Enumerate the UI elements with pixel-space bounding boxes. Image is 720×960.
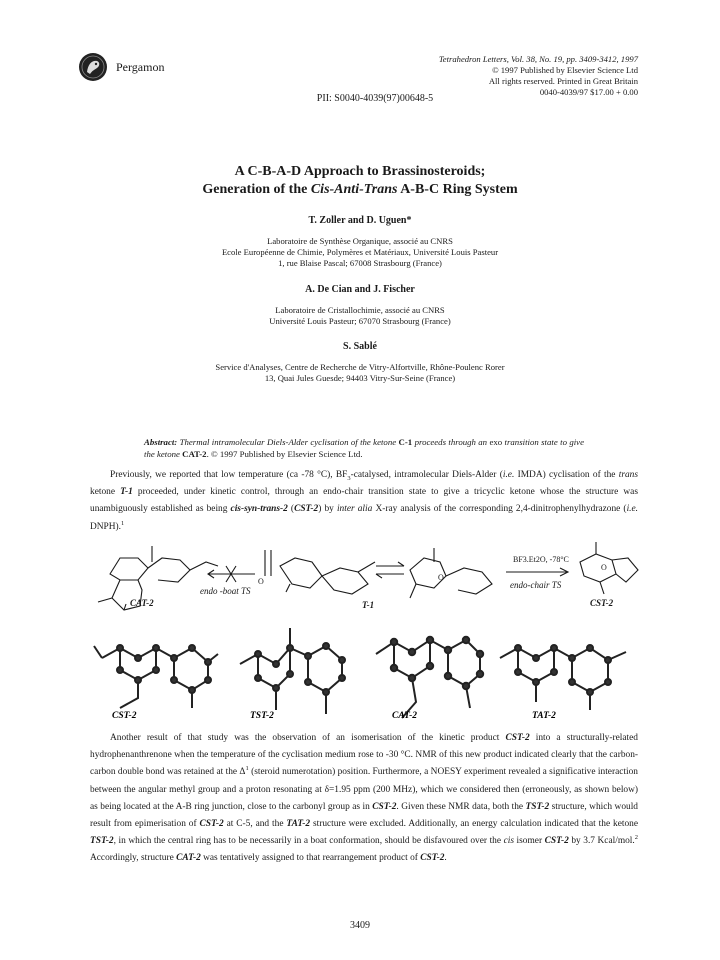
title-line-2: Generation of the Cis-Anti-Trans A-B-C Ring System — [202, 182, 518, 197]
paper-title — [0, 163, 720, 199]
forward-arrow — [506, 568, 568, 576]
journal-rights: All rights reserved. Printed in Great Britain — [488, 76, 638, 86]
paragraph-1: Previously, we reported that low temperature (ca -78 °C), $BF_3$-catalysed, intramolecular Diels-Alder (i.e. IMDA) cyclisation of the trans ketone T-1 proceeded, under kinetic control, through an endo-chair transition state to give a tricyclic ketone whose the structure was unambiguously established as being cis-syn-trans-2 (CST-2) by inter alia X-ray analysis of the corresponding 2,4-dinitrophenylhydrazone (i.e. DNPH).$^1$ — [90, 470, 639, 532]
ortep-cst-2 — [94, 645, 218, 708]
oxygen-label-left: O — [258, 577, 264, 586]
author-group-1: T. Zoller and D. Uguen* — [308, 215, 412, 226]
journal-price: 0040-4039/97 $17.00 + 0.00 — [539, 87, 638, 97]
ortep-tst-2 — [240, 628, 345, 714]
reagent-label: BF3.Et2O, -78°C — [513, 555, 569, 564]
ts-left-label: endo -boat TS — [200, 586, 251, 596]
affiliation-1: Laboratoire de Synthèse Organique, associé au CNRS Ecole Européenne de Chimie, Polymères et Matériaux, Université Louis Pasteur 1, rue Blaise Pascal; 67008 Strasbourg (France) — [221, 236, 499, 268]
publisher-name: Pergamon — [116, 59, 165, 74]
title-line-1: A C-B-A-D Approach to Brassinosteroids; — [234, 164, 486, 179]
cst-2-structure — [580, 542, 638, 594]
cst-2-label: CST-2 — [590, 598, 614, 608]
journal-copyright: © 1997 Published by Elsevier Science Ltd — [492, 65, 638, 75]
ts-right-label: endo-chair TS — [510, 580, 562, 590]
diene-ketone-structure — [410, 548, 492, 598]
pii-line: PII: S0040-4039(97)00648-5 — [316, 93, 434, 104]
journal-citation: Tetrahedron Letters, Vol. 38, No. 19, pp. 3409-3412, 1997 — [438, 54, 638, 64]
ortep-tat-2 — [500, 645, 626, 710]
author-group-2: A. De Cian and J. Fischer — [305, 284, 415, 295]
paragraph-2: Another result of that study was the observation of an isomerisation of the kinetic product CST-2 into a structurally-related hydrophenanthrenone when the temperature of the cyclisation medium rose to -30 °C. NMR of this new product indicated clearly that the carbon-carbon double bond was retained at the $\Delta^1$ (steroid numerotation) position. Furthermore, a NOESY experiment revealed a significative interaction between the angular methyl group and a proton resonating at δ=1.95 ppm (200 MHz), which we considered then (erroneously, as shown below) as being located at the A-B ring junction, close to the carbonyl group as in CST-2. Given these NMR data, both the TST-2 structure, which would result from epimerisation of CST-2 at C-5, and the TAT-2 structure were excluded. Additionally, an energy calculation indicated that the ketone TST-2, in which the central ring has to be necessarily in a boat conformation, should be disfavoured over the cis isomer CST-2 by 3.7 Kcal/mol.$^2$ Accordingly, structure CAT-2 was tentatively assigned to that rearrangement product of CST-2. — [90, 733, 639, 864]
publisher-logo — [78, 52, 164, 82]
reaction-scheme — [90, 536, 640, 618]
author-group-3: S. Sablé — [343, 341, 377, 352]
crystal-structures — [90, 618, 640, 728]
abstract: Abstract: Thermal intramolecular Diels-Alder cyclisation of the ketone C-1 proceeds through an exo transition state to give the ketone CAT-2. © 1997 Published by Elsevier Science Ltd. — [144, 437, 584, 459]
page-number: 3409 — [350, 920, 370, 931]
t-1-label: T-1 — [362, 600, 375, 610]
t-1-structure — [265, 550, 375, 594]
cat-2-label: CAT-2 — [130, 598, 154, 608]
ortep-label-tat-2: TAT-2 — [532, 711, 556, 721]
journal-info — [439, 54, 638, 98]
equilibrium-arrows — [376, 562, 404, 578]
oxygen-label-right: O — [601, 563, 607, 572]
ortep-label-cat-2: CAT-2 — [392, 711, 417, 721]
affiliation-3: Service d'Analyses, Centre de Recherche de Vitry-Alfortville, Rhône-Poulenc Rorer 13, Quai Jules Guesde; 94403 Vitry-Sur-Seine (France) — [215, 362, 505, 383]
affiliation-2: Laboratoire de Cristallochimie, associé au CNRS Université Louis Pasteur; 67070 Strasbourg (France) — [269, 305, 451, 326]
pergamon-seal-icon — [78, 52, 108, 82]
ortep-cat-2 — [376, 637, 483, 718]
oxygen-label-mid: O — [438, 573, 444, 582]
ortep-label-tst-2: TST-2 — [250, 711, 274, 721]
cat-2-structure — [98, 546, 218, 610]
blocked-arrow — [208, 566, 255, 582]
ortep-label-cst-2: CST-2 — [112, 711, 137, 721]
